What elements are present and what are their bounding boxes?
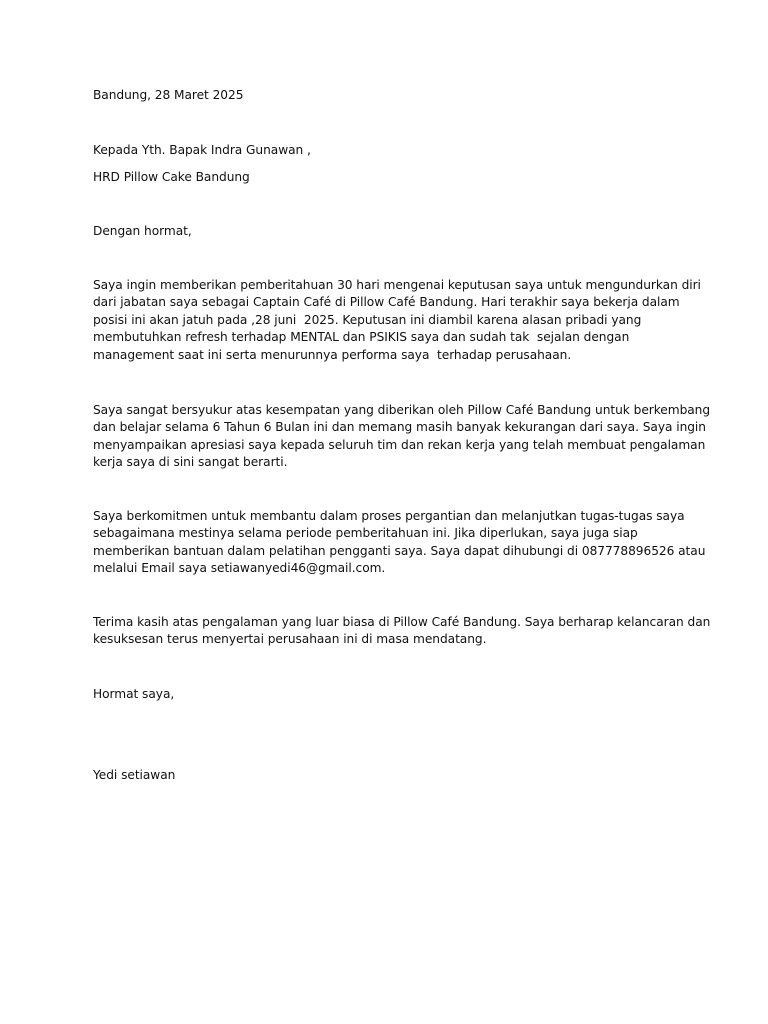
paragraph-line: dan belajar selama 6 Tahun 6 Bulan ini dan memang masih banyak kekurangan dari saya. Saya ingin [93, 420, 706, 435]
paragraph-line: dari jabatan saya sebagai Captain Café di Pillow Café Bandung. Hari terakhir saya bekerja dalam [93, 295, 680, 310]
paragraph-line: posisi ini akan jatuh pada ,28 juni 2025. Keputusan ini diambil karena alasan pribadi yang [93, 312, 642, 327]
paragraph-line: sebagaimana mestinya selama periode pemberitahuan ini. Jika diperlukan, saya juga siap [93, 526, 638, 541]
paragraph-line: melalui Email saya setiawanyedi46@gmail.com. [93, 561, 386, 576]
recipient-name: Kepada Yth. Bapak Indra Gunawan , [93, 143, 311, 157]
paragraph-gratitude [93, 402, 710, 472]
paragraph-line: management saat ini serta menurunnya performa saya terhadap perusahaan. [93, 347, 572, 362]
recipient-department: HRD Pillow Cake Bandung [93, 170, 250, 184]
paragraph-commitment [93, 508, 705, 578]
paragraph-line: Saya sangat bersyukur atas kesempatan yang diberikan oleh Pillow Café Bandung untuk berkembang [93, 403, 711, 417]
paragraph-line: membutuhkan refresh terhadap MENTAL dan PSIKIS saya dan sudah tak sejalan dengan [93, 330, 630, 345]
place-date: Bandung, 28 Maret 2025 [93, 88, 244, 102]
paragraph-line: Saya ingin memberikan pemberitahuan 30 hari mengenai keputusan saya untuk mengundurkan diri [93, 278, 701, 292]
paragraph-line: memberikan bantuan dalam pelatihan pengganti saya. Saya dapat dihubungi di 087778896526 atau [93, 543, 706, 558]
paragraph-line: Terima kasih atas pengalaman yang luar biasa di Pillow Café Bandung. Saya berharap kelancaran dan [93, 615, 711, 629]
closing: Hormat saya, [93, 687, 175, 701]
paragraph-line: kerja saya di sini sangat berarti. [93, 455, 288, 470]
paragraph-thanks [93, 614, 710, 649]
signature-name: Yedi setiawan [93, 768, 176, 782]
paragraph-resignation-notice [93, 277, 701, 364]
paragraph-line: kesuksesan terus menyertai perusahaan ini di masa mendatang. [93, 632, 487, 647]
paragraph-line: menyampaikan apresiasi saya kepada seluruh tim dan rekan kerja yang telah membuat pengalaman [93, 437, 706, 452]
salutation: Dengan hormat, [93, 224, 192, 238]
paragraph-line: Saya berkomitmen untuk membantu dalam proses pergantian dan melanjutkan tugas-tugas saya [93, 509, 685, 523]
